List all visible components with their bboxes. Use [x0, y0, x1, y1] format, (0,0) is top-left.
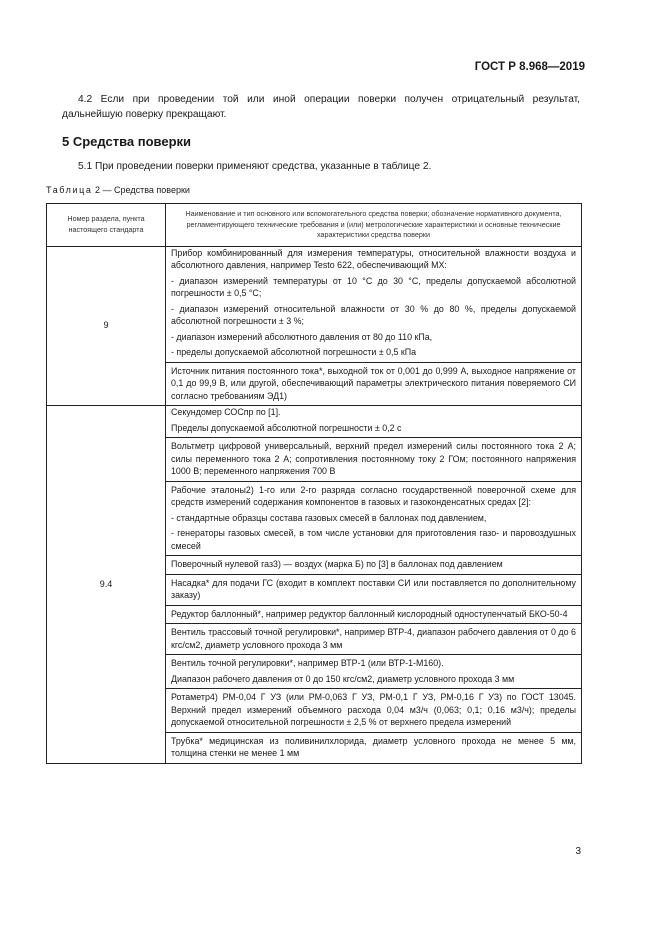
paragraph-5-1: 5.1 При проведении поверки применяют средства, указанные в таблице 2. [78, 161, 432, 172]
means-cell [166, 406, 582, 764]
means-text: Вентиль трассовый точной регулировки*, например ВТР-4, диапазон рабочего давления от 0 до 6 кгс/см2, диаметр условного прохода 3 мм [171, 627, 576, 650]
standard-number: ГОСТ Р 8.968—2019 [474, 61, 585, 73]
means-text: - стандартные образцы состава газовых смесей в баллонах под давлением, [171, 512, 487, 523]
means-text: - пределы допускаемой абсолютной погрешности ± 0,5 кПа [171, 347, 417, 357]
means-entry [166, 437, 581, 481]
means-text: Секундомер СОСпр по [1]. [171, 407, 281, 417]
table-caption-prefix: Таблица [46, 185, 93, 195]
verification-means-table [46, 203, 582, 764]
means-text: Редуктор баллонный*, например редуктор баллонный кислородный одноступенчатый БКО-50-4 [171, 608, 568, 619]
means-entry [166, 481, 581, 556]
means-entry [166, 654, 581, 688]
means-text: Прибор комбинированный для измерения температуры, относительной влажности воздуха и абсолютного давления, например Testo 622, обеспечивающий МХ: [171, 247, 576, 270]
means-text: Трубка* медицинская из поливинилхлорида, диаметр условного прохода не менее 5 мм, толщина стенки не менее 1 мм [171, 735, 576, 758]
means-entry [166, 605, 581, 624]
table-caption [46, 185, 190, 195]
page-number: 3 [575, 846, 581, 857]
means-entry [166, 574, 581, 605]
section-5-title: 5 Средства поверки [62, 134, 192, 149]
table-header-row [47, 204, 582, 247]
means-cell [166, 246, 582, 406]
means-text: Рабочие эталоны2) 1-го или 2-го разряда согласно государственной поверочной схеме для средств измерений содержания компонентов в газовых и газоконденсатных средах [2]: [171, 484, 576, 507]
means-text: Вольтметр цифровой универсальный, верхний предел измерений силы постоянного тока 2 А; силы переменного тока 2 А; сопротивления постоянному току 2 ГОм; постоянного напряжения 1000 В; переменного напряжения 700 В [171, 441, 576, 476]
means-text: Ротаметр4) РМ-0,04 Г УЗ (или РМ-0,063 Г УЗ, РМ-0,1 Г УЗ, РМ-0,16 Г УЗ) по ГОСТ 13045. Верхний предел измерений объемного расхода 0,04 м3/ч (0,063; 0,1; 0,16 м3/ч); пределы допускаемой относительной погрешности ± 2,5 % от верхнего предела измерений [171, 692, 576, 727]
means-text: Диапазон рабочего давления от 0 до 150 кгс/см2, диаметр условного прохода 3 мм [171, 673, 515, 684]
means-entry [166, 362, 581, 406]
means-text: - диапазон измерений температуры от 10 °С до 30 °С, пределы допускаемой абсолютной погрешности ± 0,5 °С; [171, 275, 576, 298]
means-text: - диапазон измерений относительной влажности от 30 % до 80 %, пределы допускаемой абсолютной погрешности ± 3 %; [171, 303, 576, 326]
means-entry [166, 623, 581, 654]
means-text: - генераторы газовых смесей, в том числе установки для приготовления газо- и паровоздушных смесей [171, 528, 576, 551]
means-entry [166, 245, 581, 362]
means-entry [166, 555, 581, 574]
means-text: Источник питания постоянного тока*, выходной ток от 0,001 до 0,999 А, выходное напряжение от 0,1 до 99,9 В, или другой, обеспечивающий параметры электрического питания поверяемого СИ согласно требованиям ЭД1) [171, 365, 576, 401]
section-number-cell: 9 [47, 246, 166, 406]
paragraph-4-2: 4.2 Если при проведении той или иной операции поверки получен отрицательный результат, дальнейшую поверку прекращают. [62, 94, 580, 120]
means-text: Поверочный нулевой газ3) — воздух (марка Б) по [3] в баллонах под давлением [171, 559, 503, 569]
means-text: Вентиль точной регулировки*, например ВТР-1 (или ВТР-1-М160). [171, 658, 444, 668]
means-entry [166, 732, 581, 763]
col-section-number-header: Номер раздела, пункта настоящего стандарта [47, 204, 166, 247]
section-number-cell: 9.4 [47, 406, 166, 764]
col-means-header: Наименование и тип основного или вспомогательного средства поверки; обозначение нормативного документа, регламентирующего технические требования и (или) метрологические характеристики и основные технические характеристики средства поверки [166, 204, 582, 247]
table-caption-text: 2 — Средства поверки [95, 185, 190, 195]
means-text: Насадка* для подачи ГС (входит в комплект поставки СИ или поставляется по дополнительному заказу) [171, 577, 576, 600]
means-text: - диапазон измерений абсолютного давления от 80 до 110 кПа, [171, 331, 433, 342]
means-entry [166, 404, 581, 437]
table-row [47, 406, 582, 764]
table-row [47, 246, 582, 406]
means-entry [166, 688, 581, 732]
means-text: Пределы допускаемой абсолютной погрешности ± 0,2 с [171, 422, 402, 433]
